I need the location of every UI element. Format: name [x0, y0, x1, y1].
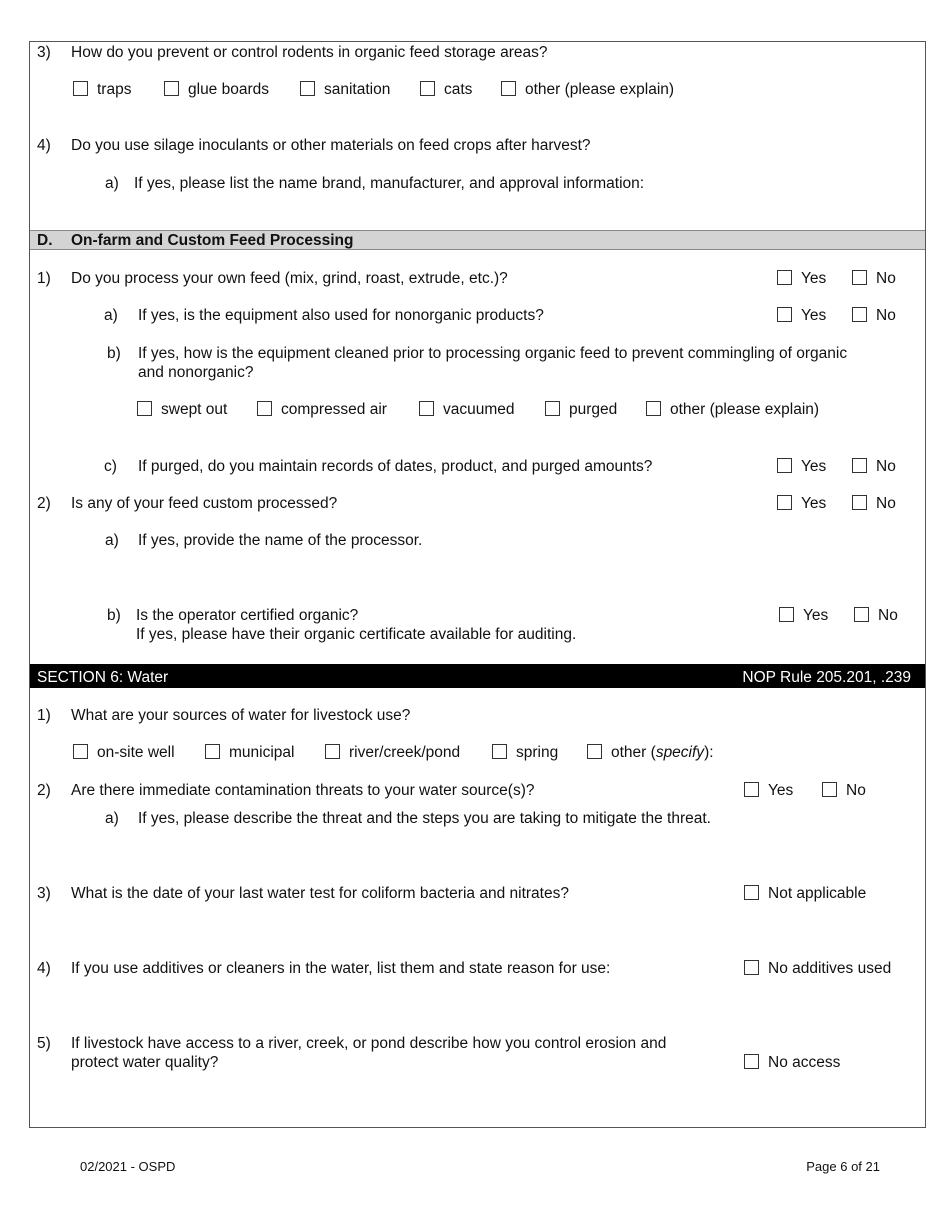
- q4-question: Do you use silage inoculants or other materials on feed crops after harvest?: [71, 137, 591, 154]
- checkbox[interactable]: [852, 458, 867, 473]
- d1-no[interactable]: No: [852, 269, 896, 288]
- d2-no[interactable]: No: [852, 494, 896, 513]
- q4a-text: If yes, please list the name brand, manufacturer, and approval information:: [134, 175, 645, 192]
- w3-question: What is the date of your last water test for coliform bacteria and nitrates?: [71, 885, 569, 902]
- section-6-rule: NOP Rule 205.201, .239: [742, 669, 911, 686]
- checkbox[interactable]: [744, 782, 759, 797]
- d1b-label: b): [107, 345, 121, 362]
- q3-question: How do you prevent or control rodents in organic feed storage areas?: [71, 44, 548, 61]
- d1b-option-compressed-air[interactable]: compressed air: [257, 400, 387, 419]
- w1-option-river-creek-pond[interactable]: river/creek/pond: [325, 743, 460, 762]
- d2b-text-line2: If yes, please have their organic certificate available for auditing.: [136, 626, 577, 643]
- q4a-label: a): [105, 175, 119, 192]
- d1a-text: If yes, is the equipment also used for nonorganic products?: [138, 307, 544, 324]
- d2b-text-line1: Is the operator certified organic?: [136, 607, 359, 624]
- w4-number: 4): [37, 960, 51, 977]
- d1b-text-line2: and nonorganic?: [138, 364, 254, 381]
- checkbox[interactable]: [325, 744, 340, 759]
- checkbox[interactable]: [545, 401, 560, 416]
- d2b-yes[interactable]: Yes: [779, 606, 828, 625]
- checkbox[interactable]: [205, 744, 220, 759]
- d1c-yes[interactable]: Yes: [777, 457, 826, 476]
- d2-yes[interactable]: Yes: [777, 494, 826, 513]
- w1-option-spring[interactable]: spring: [492, 743, 558, 762]
- w5-question-line1: If livestock have access to a river, creek, or pond describe how you control erosion and: [71, 1035, 667, 1052]
- q3-option-sanitation[interactable]: sanitation: [300, 80, 390, 99]
- checkbox[interactable]: [501, 81, 516, 96]
- w1-option-other[interactable]: other (specify):: [587, 743, 714, 762]
- checkbox[interactable]: [854, 607, 869, 622]
- checkbox[interactable]: [777, 270, 792, 285]
- section-d-letter: D.: [37, 232, 53, 249]
- w2-no[interactable]: No: [822, 781, 866, 800]
- checkbox[interactable]: [744, 1054, 759, 1069]
- w5-no-access[interactable]: No access: [744, 1053, 840, 1072]
- checkbox[interactable]: [492, 744, 507, 759]
- checkbox[interactable]: [852, 495, 867, 510]
- q3-option-cats[interactable]: cats: [420, 80, 472, 99]
- checkbox[interactable]: [257, 401, 272, 416]
- checkbox[interactable]: [779, 607, 794, 622]
- checkbox[interactable]: [137, 401, 152, 416]
- d1-number: 1): [37, 270, 51, 287]
- d1c-no[interactable]: No: [852, 457, 896, 476]
- d1b-option-vacuumed[interactable]: vacuumed: [419, 400, 515, 419]
- d1a-yes[interactable]: Yes: [777, 306, 826, 325]
- section-d-title: On-farm and Custom Feed Processing: [71, 232, 354, 249]
- d2a-text: If yes, provide the name of the processor.: [138, 532, 423, 549]
- checkbox[interactable]: [420, 81, 435, 96]
- w2a-label: a): [105, 810, 119, 827]
- checkbox[interactable]: [646, 401, 661, 416]
- w5-question-line2: protect water quality?: [71, 1054, 219, 1071]
- q3-number: 3): [37, 44, 51, 61]
- w2-number: 2): [37, 782, 51, 799]
- d1c-text: If purged, do you maintain records of dates, product, and purged amounts?: [138, 458, 653, 475]
- d2a-label: a): [105, 532, 119, 549]
- w2-question: Are there immediate contamination threats to your water source(s)?: [71, 782, 535, 799]
- w2a-text: If yes, please describe the threat and the steps you are taking to mitigate the threat.: [138, 810, 711, 827]
- w3-not-applicable[interactable]: Not applicable: [744, 884, 866, 903]
- w1-option-municipal[interactable]: municipal: [205, 743, 294, 762]
- checkbox[interactable]: [419, 401, 434, 416]
- w5-number: 5): [37, 1035, 51, 1052]
- w2-yes[interactable]: Yes: [744, 781, 793, 800]
- q3-option-other[interactable]: other (please explain): [501, 80, 674, 99]
- checkbox[interactable]: [73, 744, 88, 759]
- checkbox[interactable]: [300, 81, 315, 96]
- d1b-option-swept-out[interactable]: swept out: [137, 400, 227, 419]
- w1-question: What are your sources of water for livestock use?: [71, 707, 411, 724]
- d1c-label: c): [104, 458, 117, 475]
- section-6-title: SECTION 6: Water: [37, 669, 169, 686]
- d2-number: 2): [37, 495, 51, 512]
- checkbox[interactable]: [777, 495, 792, 510]
- w1-option-on-site-well[interactable]: on-site well: [73, 743, 175, 762]
- w1-number: 1): [37, 707, 51, 724]
- w4-no-additives[interactable]: No additives used: [744, 959, 891, 978]
- w3-number: 3): [37, 885, 51, 902]
- d1a-label: a): [104, 307, 118, 324]
- footer-date: 02/2021 - OSPD: [80, 1159, 176, 1174]
- d2b-label: b): [107, 607, 121, 624]
- checkbox[interactable]: [777, 458, 792, 473]
- checkbox[interactable]: [73, 81, 88, 96]
- d1a-no[interactable]: No: [852, 306, 896, 325]
- d2b-no[interactable]: No: [854, 606, 898, 625]
- checkbox[interactable]: [852, 270, 867, 285]
- d1b-option-other[interactable]: other (please explain): [646, 400, 819, 419]
- footer-page-number: Page 6 of 21: [806, 1159, 880, 1174]
- checkbox[interactable]: [852, 307, 867, 322]
- checkbox[interactable]: [164, 81, 179, 96]
- checkbox[interactable]: [744, 885, 759, 900]
- checkbox[interactable]: [777, 307, 792, 322]
- d1-yes[interactable]: Yes: [777, 269, 826, 288]
- checkbox[interactable]: [587, 744, 602, 759]
- q3-option-glue-boards[interactable]: glue boards: [164, 80, 269, 99]
- d1b-text-line1: If yes, how is the equipment cleaned prior to processing organic feed to prevent commingling of organic: [138, 345, 848, 362]
- q3-option-traps[interactable]: traps: [73, 80, 131, 99]
- checkbox[interactable]: [744, 960, 759, 975]
- d1-question: Do you process your own feed (mix, grind, roast, extrude, etc.)?: [71, 270, 508, 287]
- checkbox[interactable]: [822, 782, 837, 797]
- d1b-option-purged[interactable]: purged: [545, 400, 617, 419]
- q4-number: 4): [37, 137, 51, 154]
- w4-question: If you use additives or cleaners in the water, list them and state reason for use:: [71, 960, 611, 977]
- d2-question: Is any of your feed custom processed?: [71, 495, 338, 512]
